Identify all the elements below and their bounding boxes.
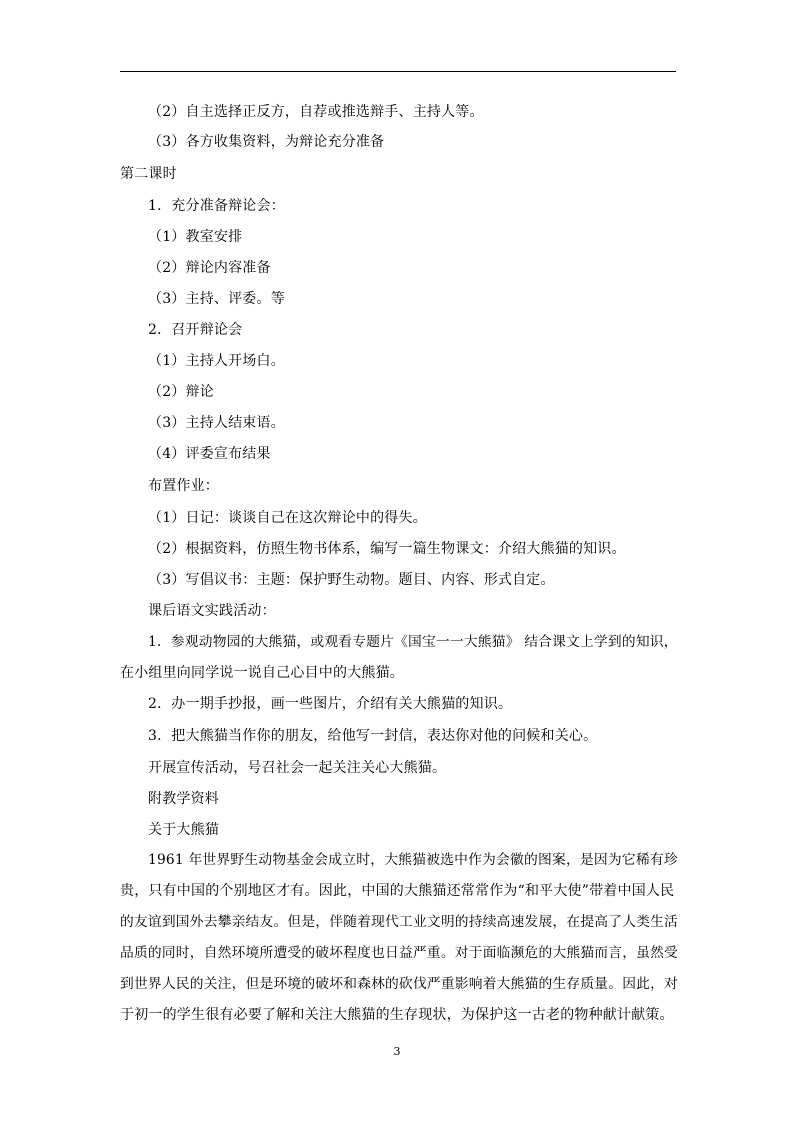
paragraph-line: 于初一的学生很有必要了解和关注大熊猫的生存现状，为保护这一古老的物种献计献策。	[120, 1007, 674, 1023]
paragraph-line: 品质的同时，自然环境所遭受的破坏程度也日益严重。对于面临濒危的大熊猫而言，虽然受	[120, 945, 679, 961]
text-line: 1．充分准备辩论会：	[148, 198, 285, 214]
text-line: （2）自主选择正反方，自荐或推选辩手、主持人等。	[148, 104, 484, 120]
text-line: （3）主持人结束语。	[148, 415, 285, 431]
text-line: 开展宣传活动，号召社会一起关注关心大熊猫。	[148, 760, 447, 776]
text-line: 2．办一期手抄报，画一些图片，介绍有关大熊猫的知识。	[148, 696, 513, 712]
paragraph-line: 到世界人民的关注，但是环境的破坏和森林的砍伐严重影响着大熊猫的生存质量。因此，对	[120, 976, 679, 992]
paragraph-line: 的友谊到国外去攀亲结友。但是，伴随着现代工业文明的持续高速发展，在提高了人类生活	[120, 914, 679, 930]
text-line: （3）写倡议书：主题：保护野生动物。题目、内容、形式自定。	[148, 572, 555, 588]
text-line: （2）根据资料，仿照生物书体系，编写一篇生物课文：介绍大熊猫的知识。	[148, 541, 626, 557]
text-line: 在小组里向同学说一说自己心目中的大熊猫。	[120, 665, 404, 681]
paragraph-line: 贵，只有中国的个别地区才有。因此，中国的大熊猫还常常作为“和平大使”带着中国人民	[120, 883, 675, 899]
text-line: 课后语文实践活动：	[148, 603, 276, 619]
section-heading: 第二课时	[120, 166, 177, 182]
text-line: （1）日记：谈谈自己在这次辩论中的得失。	[148, 510, 427, 526]
text-line: 1．参观动物园的大熊猫，或观看专题片《国宝一一大熊猫》 结合课文上学到的知识，	[148, 634, 678, 650]
text-line: （2）辩论内容准备	[148, 260, 271, 276]
text-line: （4）评委宣布结果	[148, 446, 271, 462]
text-line: 2．召开辩论会	[148, 322, 243, 338]
text-line: （3）各方收集资料，为辩论充分准备	[148, 134, 385, 150]
text-line: 附教学资料	[148, 791, 219, 807]
text-line: （3）主持、评委。等	[148, 291, 285, 307]
page-number: 3	[393, 1045, 401, 1058]
text-line: （1）教室安排	[148, 229, 243, 245]
paragraph-line: 1961 年世界野生动物基金会成立时，大熊猫被选中作为会徽的图案，是因为它稀有珍	[148, 852, 678, 868]
header-rule	[120, 71, 676, 72]
text-line: 关于大熊猫	[148, 822, 219, 838]
text-line: （2）辩论	[148, 384, 214, 400]
text-line: 布置作业：	[148, 478, 219, 494]
text-line: （1）主持人开场白。	[148, 353, 285, 369]
text-line: 3．把大熊猫当作你的朋友，给他写一封信，表达你对他的问候和关心。	[148, 728, 598, 744]
